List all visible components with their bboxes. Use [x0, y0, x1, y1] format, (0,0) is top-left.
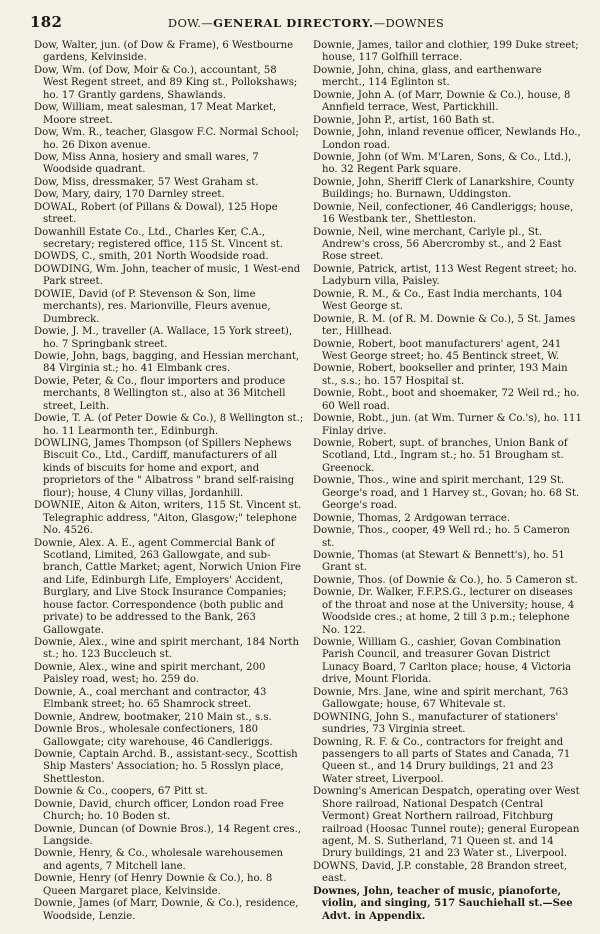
directory-entry: Downie, Henry, & Co., wholesale warehousemen and agents, 7 Mitchell lane.	[34, 848, 284, 872]
directory-entry: Downie, Thos., wine and spirit merchant, 129 St. George's road, and 1 Harvey st., Govan; ho. 68 St. George's road.	[313, 475, 580, 512]
directory-entry: Downie, Captain Archd. B., assistant-secy., Scottish Ship Masters' Association; ho. 5 Rosslyn place, Shettleston.	[34, 748, 298, 785]
directory-entry: DOWDS, C., smith, 201 North Woodside road.	[34, 251, 269, 263]
directory-entry: Downie, Duncan (of Downie Bros.), 14 Regent cres., Langside.	[34, 823, 302, 847]
running-head-right: DOWNES	[385, 16, 445, 30]
directory-entry: Downes, John, teacher of music, pianoforte, violin, and singing, 517 Sauchiehall st.—See Advt. in Appendix.	[313, 885, 573, 922]
left-column	[34, 40, 304, 923]
directory-entry: Downie, Robert, boot manufacturers' agent, 241 West George street; ho. 45 Bentinck street, W.	[313, 338, 562, 362]
directory-entry: Downie, John P., artist, 160 Bath st.	[313, 114, 495, 126]
directory-entry: Downie, James (of Marr, Downie, & Co.), residence, Woodside, Lenzie.	[34, 898, 299, 922]
directory-entry: Downie, David, church officer, London road Free Church; ho. 10 Boden st.	[34, 798, 284, 823]
directory-entry: DOWIE, David (of P. Stevenson & Son, lime merchants), res. Marionville, Fleurs avenue, Dumbreck.	[34, 288, 271, 325]
directory-entry: Downie, John, Sheriff Clerk of Lanarkshire, County Buildings; ho. Burnawn, Uddingston.	[313, 176, 575, 201]
directory-entry: Downie, John, china, glass, and earthenware mercht., 114 Eglinton st.	[313, 64, 542, 89]
directory-entry: DOWNING, John S., manufacturer of stationers' sundries, 73 Virginia street.	[313, 711, 559, 736]
running-head-left: DOW.	[167, 16, 202, 30]
directory-entry: Downie, Henry (of Henry Downie & Co.), ho. 8 Queen Margaret place, Kelvinside.	[34, 873, 273, 897]
directory-entry: Downie, Thomas, 2 Ardgowan terrace.	[313, 512, 511, 524]
directory-entry: Downie, Alex., wine and spirit merchant, 200 Paisley road, west; ho. 259 do.	[34, 661, 266, 686]
directory-entry: Downie, John, inland revenue officer, Newlands Ho., London road.	[313, 127, 581, 151]
directory-entry: DOWNS, David, J.P. constable, 28 Brandon street, east.	[313, 860, 567, 885]
directory-entry: Downie, Robt., boot and shoemaker, 72 Weil rd.; ho. 60 Well road.	[313, 388, 580, 412]
directory-entry: Dowie, J. M., traveller (A. Wallace, 15 York street), ho. 7 Springbank street.	[34, 326, 293, 350]
directory-entry: Downie, Alex. A. E., agent Commercial Bank of Scotland, Limited, 263 Gallowgate, and sub-branch, Cattle Market; agent, Norwich Union Fire and Life, Edinburgh Life, Employers' Accident, Burglary, and Live Stock Insurance Companies; house factor. Correspondence (both public and private) to be addressed to the Bank, 263 Gallowgate.	[34, 537, 302, 636]
directory-entry: Downie, R. M., & Co., East India merchants, 104 West George st.	[313, 288, 563, 313]
directory-entry: Downie, Robert, bookseller and printer, 193 Main st., s.s.; ho. 157 Hospital st.	[313, 363, 568, 387]
directory-entry: Downie, Thomas (at Stewart & Bennett's), ho. 51 Grant st.	[313, 549, 565, 574]
directory-entry: Downie, Dr. Walker, F.F.P.S.G., lecturer on diseases of the throat and nose at the University; house, 4 Woodside cres.; at home, 2 till 3 p.m.; telephone No. 122.	[313, 587, 575, 636]
directory-entry: Downie & Co., coopers, 67 Pitt st.	[34, 786, 208, 798]
directory-entry: Downie, Thos. (of Downie & Co.), ho. 5 Cameron st.	[313, 574, 578, 586]
directory-entry: Dowie, Peter, & Co., flour importers and produce merchants, 8 Wellington st., also at 36 Mitchell street, Leith.	[34, 375, 286, 412]
running-head-title: GENERAL DIRECTORY.	[213, 16, 374, 30]
directory-entry: Downie, James, tailor and clothier, 199 Duke street; house, 117 Golfhill terrace.	[313, 40, 579, 64]
directory-entry: Downie Bros., wholesale confectioners, 180 Gallowgate; city warehouse, 46 Candleriggs.	[34, 724, 273, 748]
directory-entry: Downie, Neil, confectioner, 46 Candleriggs; house, 16 Westbank ter., Shettleston.	[313, 201, 574, 226]
directory-entry: Downie, Robt., jun. (at Wm. Turner & Co.'s), ho. 111 Finlay drive.	[313, 413, 582, 437]
directory-entry: Downie, Andrew, bootmaker, 210 Main st., s.s.	[34, 711, 272, 723]
directory-entry: Dow, Miss, dressmaker, 57 West Graham st.	[34, 176, 259, 188]
directory-entry: Dow, Miss Anna, hosiery and small wares, 7 Woodside quadrant.	[34, 151, 259, 176]
directory-entry: Downie, A., coal merchant and contractor, 43 Elmbank street; ho. 65 Shamrock street.	[34, 686, 267, 711]
directory-entry: Dowie, T. A. (of Peter Dowie & Co.), 8 Wellington st.; ho. 11 Learmonth ter., Edinburgh.	[34, 413, 304, 437]
directory-entry: Dow, Wm. (of Dow, Moir & Co.), accountant, 58 West Regent street, and 89 King st., Pollokshaws; ho. 17 Grantly gardens, Shawlands.	[34, 64, 298, 101]
directory-entry: Dow, William, meat salesman, 17 Meat Market, Moore street.	[34, 102, 277, 126]
directory-entry: Downie, R. M. (of R. M. Downie & Co.), 5 St. James ter., Hillhead.	[313, 313, 576, 338]
directory-entry: Downie, Thos., cooper, 49 Well rd.; ho. 5 Cameron st.	[313, 525, 570, 549]
directory-entry: Downie, Neil, wine merchant, Carlyle pl., St. Andrew's cross, 56 Abercromby st., and 2 East Rose street.	[313, 226, 562, 263]
directory-entry: Downie, Mrs. Jane, wine and spirit merchant, 763 Gallowgate; house, 67 Whitevale st.	[313, 686, 569, 711]
directory-entry: Downie, Robert, supt. of branches, Union Bank of Scotland, Ltd., Ingram st.; ho. 51 Brougham st. Greenock.	[313, 438, 568, 474]
directory-entry: DOWAL, Robert (of Pillans & Dowal), 125 Hope street.	[34, 201, 278, 226]
directory-entry: DOWLING, James Thompson (of Spillers Nephews Biscuit Co., Ltd., Cardiff, manufacturers of all kinds of biscuits for home and export, and proprietors of the " Albatross " brand self-raising flour); house, 4 Cluny villas, Jordanhill.	[34, 438, 295, 499]
page-number: 182	[30, 13, 63, 31]
page-header	[30, 12, 582, 34]
directory-entry: Dowie, John, bags, bagging, and Hessian merchant, 84 Virginia st.; ho. 41 Elmbank cres.	[34, 350, 300, 375]
directory-entry: Downie, William G., cashier, Govan Combination Parish Council, and treasurer Govan District Lunacy Board, 7 Carlton place; house, 4 Victoria drive, Mount Florida.	[313, 637, 572, 686]
directory-entry: Dow, Wm. R., teacher, Glasgow F.C. Normal School; ho. 26 Dixon avenue.	[34, 127, 299, 151]
directory-entry: Downie, Patrick, artist, 113 West Regent street; ho. Ladyburn villa, Paisley.	[313, 263, 577, 288]
directory-entry: Downing's American Despatch, operating over West Shore railroad, National Despatch (Central Vermont) Great Northern railroad, Fitchburg railroad (Hoosac Tunnel route); general European agent, M. S. Sutherland, 71 Queen st. and 14 Drury buildings, 21 and 23 Water st., Liverpool.	[313, 786, 580, 860]
directory-entry: Downie, John (of Wm. M'Laren, Sons, & Co., Ltd.), ho. 32 Regent Park square.	[313, 151, 572, 176]
directory-entry: Downie, John A. (of Marr, Downie & Co.), house, 8 Annfield terrace, West, Partickhill.	[313, 89, 571, 114]
right-column	[313, 40, 583, 923]
directory-entry: Downie, Alex., wine and spirit merchant, 184 North st.; ho. 123 Buccleuch st.	[34, 637, 299, 661]
directory-entry: Dowanhill Estate Co., Ltd., Charles Ker, C.A., secretary; registered office, 115 St. Vincent st.	[34, 226, 284, 250]
directory-entry: Dow, Mary, dairy, 170 Darnley street.	[34, 189, 225, 201]
running-head: DOW.—GENERAL DIRECTORY.—DOWNES	[167, 16, 445, 30]
directory-entry: DOWDING, Wm. John, teacher of music, 1 West-end Park street.	[34, 263, 301, 288]
directory-entry: Dow, Walter, jun. (of Dow & Frame), 6 Westbourne gardens, Kelvinside.	[34, 40, 294, 64]
directory-entry: Downing, R. F. & Co., contractors for freight and passengers to all parts of States and Canada, 71 Queen st., and 14 Drury buildings, 21 and 23 Water street, Liverpool.	[313, 736, 571, 785]
directory-entry: DOWNIE, Aiton & Aiton, writers, 115 St. Vincent st. Telegraphic address, "Aiton, Glasgow;" telephone No. 4526.	[34, 500, 302, 537]
